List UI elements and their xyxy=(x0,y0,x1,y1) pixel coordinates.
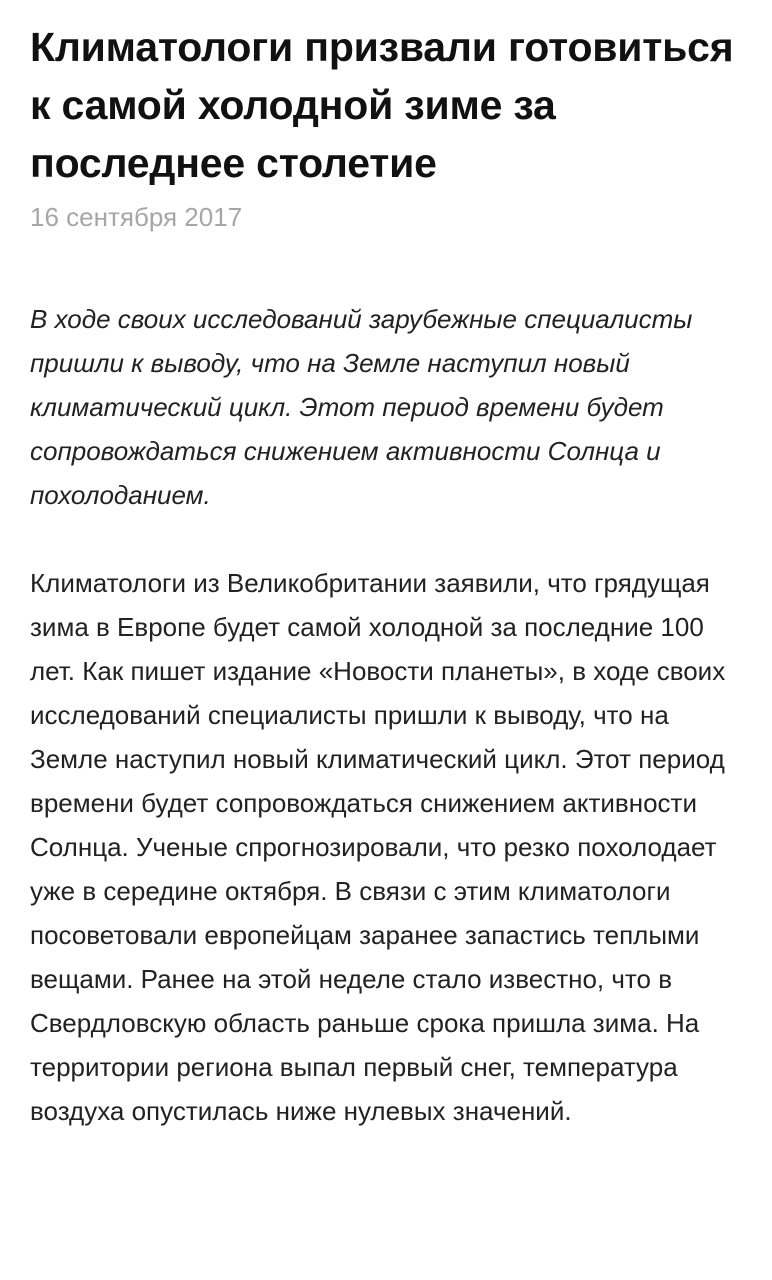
article-lead: В ходе своих исследований зарубежные специалисты пришли к выводу, что на Земле наступил новый климатический цикл. Этот период времени будет сопровождаться снижением активности Солнца и похолоданием. xyxy=(30,304,693,510)
article-title: Климатологи призвали готовиться к самой холодной зиме за последнее столетие xyxy=(30,24,734,186)
publication-date: 16 сентября 2017 xyxy=(30,202,243,232)
article-body: Климатологи из Великобритании заявили, что грядущая зима в Европе будет самой холодной за последние 100 лет. Как пишет издание «Новости планеты», в ходе своих исследований специалисты пришли к выводу, что на Земле наступил новый климатический цикл. Этот период времени будет сопровождаться снижением активности Солнца. Ученые спрогнозировали, что резко похолодает уже в середине октября. В связи с этим климатологи посоветовали европейцам заранее запастись теплыми вещами. Ранее на этой неделе стало известно, что в Свердловскую область раньше срока пришла зима. На территории региона выпал первый снег, температура воздуха опустилась ниже нулевых значений. xyxy=(30,568,726,1126)
article xyxy=(30,18,752,1133)
